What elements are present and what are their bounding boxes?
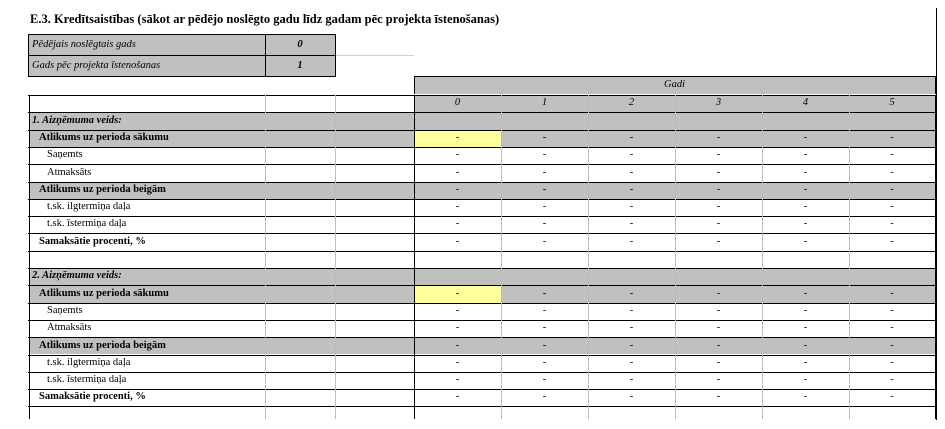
value-cell: - [455,304,460,316]
value-cell: - [629,131,634,143]
value-cell: - [716,322,721,334]
value-cell: - [542,287,547,299]
grid-row-line [28,147,936,148]
year-col-header: 1 [541,97,548,109]
row-label: Atlikums uz perioda beigām [39,183,166,195]
value-cell: - [890,339,894,351]
years-header-top [414,76,935,77]
value-cell: - [629,166,634,178]
value-cell: - [716,356,721,368]
row-label: Atmaksāts [47,322,92,334]
row-label: Atmaksāts [47,166,92,178]
value-cell: - [890,235,894,247]
value-cell: - [629,218,634,230]
param-value: 0 [297,38,303,50]
value-cell: - [542,201,547,213]
year-col-header: 5 [889,97,895,109]
value-cell: - [890,374,894,386]
param-border-bottom [28,76,336,77]
value-cell: - [716,131,721,143]
row-label: Atlikums uz perioda sākumu [39,131,169,143]
value-cell: - [542,322,547,334]
value-cell: - [803,218,808,230]
value-cell: - [455,166,460,178]
sheet-right-edge [936,8,937,420]
grid-row-line [28,251,936,252]
value-cell: - [803,131,808,143]
value-cell: - [629,201,634,213]
grid-row-line [28,355,936,356]
value-cell: - [803,356,808,368]
value-cell: - [803,201,808,213]
value-cell: - [629,374,634,386]
value-cell: - [629,149,634,161]
grid-col-line [762,95,763,419]
section-title: 1. Aizņēmuma veids: [32,114,122,126]
value-cell: - [455,131,460,143]
value-cell: - [890,218,894,230]
value-cell: - [803,322,808,334]
param-border-mid [28,55,336,56]
value-cell: - [629,391,634,403]
value-cell: - [455,235,460,247]
value-cell: - [803,339,808,351]
value-cell: - [803,235,808,247]
value-cell: - [716,218,721,230]
value-cell: - [803,183,808,195]
grid-row-line [28,389,936,390]
value-cell: - [455,356,460,368]
year-col-header: 0 [454,97,461,109]
value-cell: - [542,131,547,143]
grid-row-line [28,233,936,234]
value-cell: - [455,149,460,161]
grid-row-line [28,164,936,165]
value-cell: - [629,304,634,316]
value-cell: - [629,183,634,195]
value-cell: - [455,391,460,403]
value-cell: - [455,183,460,195]
value-cell: - [803,391,808,403]
value-cell: - [542,374,547,386]
param-label: Gads pēc projekta īstenošanas [32,59,161,71]
row-label: t.sk. īstermiņa daļa [47,374,127,386]
year-col-header: 2 [628,97,635,109]
param-value: 1 [297,59,303,71]
value-cell: - [716,374,721,386]
row-label: t.sk. ilgtermiņa daļa [47,356,131,368]
param-grid-faint [336,55,414,56]
value-cell: - [890,166,894,178]
grid-row-line [28,372,936,373]
value-cell: - [716,287,721,299]
row-label: Saņemts [47,149,83,161]
row-label: Samaksātie procenti, % [39,235,146,247]
grid-col-line [265,95,266,419]
value-cell: - [803,287,808,299]
section-title: 2. Aizņēmuma veids: [32,270,122,282]
grid-col-line [414,95,415,419]
value-cell: - [455,374,460,386]
value-cell: - [629,356,634,368]
value-cell: - [890,149,894,161]
value-cell: - [890,356,894,368]
grid-row-line [28,303,936,304]
value-cell: - [542,304,547,316]
years-header: Gadi [664,79,685,91]
value-cell: - [542,391,547,403]
grid-row-line [28,406,936,407]
grid-col-line [501,95,502,419]
value-cell: - [803,149,808,161]
value-cell: - [629,322,634,334]
value-cell: - [890,131,894,143]
row-label: t.sk. īstermiņa daļa [47,218,127,230]
grid-row-line [28,216,936,217]
value-cell: - [890,201,894,213]
row-label: Samaksātie procenti, % [39,391,146,403]
grid-row-line [28,199,936,200]
value-cell: - [890,391,894,403]
grid-col-line [29,95,30,419]
value-cell: - [455,322,460,334]
year-col-header: 4 [802,97,809,109]
value-cell: - [542,339,547,351]
grid-row-line [28,337,936,338]
grid-col-line [335,95,336,419]
years-header-left [414,76,415,94]
value-cell: - [716,201,721,213]
value-cell: - [803,304,808,316]
value-cell: - [890,304,894,316]
row-label: t.sk. ilgtermiņa daļa [47,201,131,213]
value-cell: - [890,322,894,334]
grid-row-line [28,95,936,96]
param-border-divider [265,34,266,77]
year-col-header: 3 [715,97,722,109]
row-label: Atlikums uz perioda beigām [39,339,166,351]
value-cell: - [455,201,460,213]
value-cell: - [803,166,808,178]
grid-row-line [28,320,936,321]
row-label: Saņemts [47,304,83,316]
value-cell: - [542,356,547,368]
value-cell: - [455,339,460,351]
value-cell: - [629,235,634,247]
value-cell: - [455,218,460,230]
value-cell: - [455,287,460,299]
row-label: Atlikums uz perioda sākumu [39,287,169,299]
value-cell: - [716,339,721,351]
value-cell: - [629,287,634,299]
grid-row-line [28,268,936,269]
param-border-top [28,34,336,35]
value-cell: - [716,235,721,247]
value-cell: - [542,166,547,178]
grid-row-line [28,285,936,286]
grid-row-line [28,112,936,113]
grid-row-line [28,130,936,131]
value-cell: - [890,183,894,195]
sheet-title: E.3. Kredītsaistības (sākot ar pēdējo noslēgto gadu līdz gadam pēc projekta īstenošanas) [30,12,500,26]
value-cell: - [542,218,547,230]
value-cell: - [542,149,547,161]
value-cell: - [716,166,721,178]
value-cell: - [716,149,721,161]
grid-row-line [28,182,936,183]
param-label: Pēdējais noslēgtais gads [32,38,136,50]
value-cell: - [803,374,808,386]
grid-col-line [849,95,850,419]
value-cell: - [716,304,721,316]
value-cell: - [542,183,547,195]
param-border-left [28,34,29,77]
grid-col-line [588,95,589,419]
value-cell: - [890,287,894,299]
value-cell: - [716,391,721,403]
value-cell: - [716,183,721,195]
value-cell: - [542,235,547,247]
grid-col-line [675,95,676,419]
value-cell: - [629,339,634,351]
